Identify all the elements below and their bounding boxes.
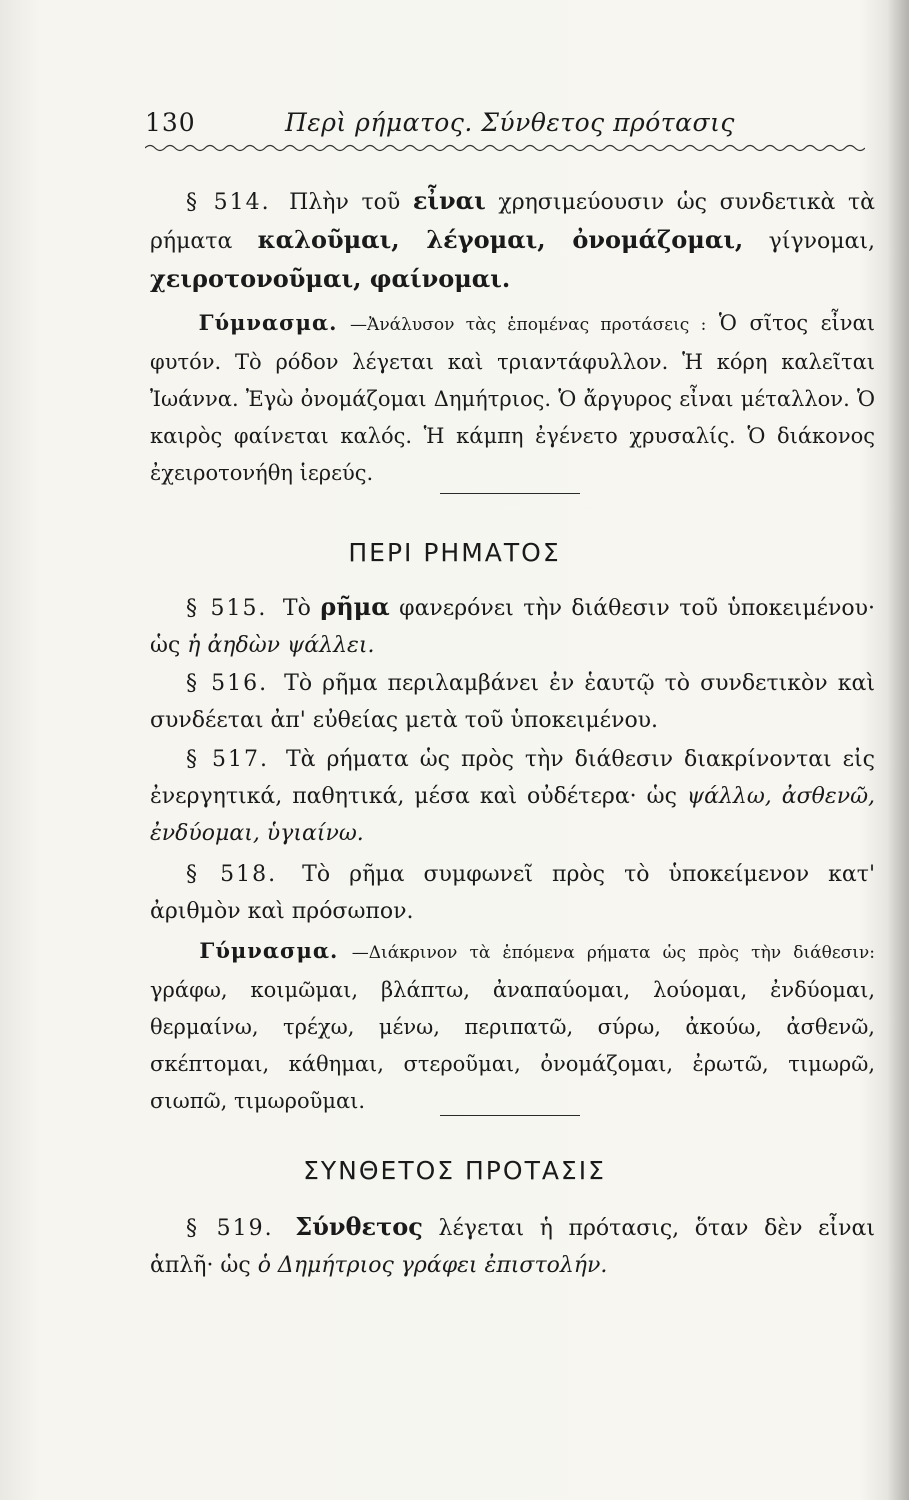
paragraph-text: Πλὴν τοῦ	[289, 190, 401, 215]
bold-term: ρῆμα	[320, 592, 390, 621]
paragraph-516	[150, 665, 875, 739]
exercise-text: γράφω, κοιμῶμαι, βλάπτω, ἀναπαύομαι, λούομαι, ἐνδύομαι, θερμαίνω, τρέχω, μένω, περιπατῶ, σύρω, ἀκούω, ἀσθενῶ, σκέπτομαι, κάθημαι, στεροῦμαι, ὀνομάζομαι, ἐρωτῶ, τιμωρῶ, σιωπῶ, τιμωροῦμαι.	[150, 978, 875, 1113]
paragraph-text: Τὸ	[282, 596, 311, 621]
exercise-514	[150, 304, 875, 492]
paragraph-514	[150, 182, 875, 299]
paragraph-518	[150, 856, 875, 930]
paragraph-text: χρησιμεύουσιν ὡς συνδετικὰ τὰ ρήματα	[150, 190, 876, 254]
section-number: § 518.	[186, 862, 278, 887]
exercise-label: Γύμνασμα.	[198, 310, 338, 335]
exercise-instruction: —Ἀνάλυσον τὰς ἑπομένας προτάσεις :	[350, 315, 707, 335]
paragraph-text: Τὸ ρῆμα συμφωνεῖ πρὸς τὸ ὑποκείμενον κατ' ἀριθμὸν καὶ πρόσωπον.	[150, 862, 876, 924]
section-number: § 514.	[186, 190, 271, 215]
heading-compound-sentence: ΣΥΝΘΕΤΟΣ ΠΡΟΤΑΣΙΣ	[303, 1156, 606, 1185]
paragraph-517	[150, 741, 875, 852]
bold-term: χειροτονοῦμαι, φαίνομαι.	[150, 264, 511, 293]
section-divider	[440, 493, 580, 494]
exercise-label: Γύμνασμα.	[199, 938, 339, 963]
section-number: § 516.	[186, 671, 269, 696]
bold-term: Σύνθετος	[295, 1212, 423, 1241]
paragraph-text: γίγνομαι,	[768, 229, 875, 254]
running-head-title: Περὶ ρήματος. Σύνθετος πρότασις	[285, 108, 735, 137]
paragraph-text: φανερόνει τὴν διάθεσιν τοῦ ὑποκειμένου· ὡς	[150, 596, 875, 658]
section-number: § 517.	[186, 747, 269, 772]
exercise-instruction: —Διάκρινον τὰ ἑπόμενα ρήματα ὡς πρὸς τὴν διάθεσιν:	[351, 943, 875, 963]
page-number: 130	[145, 108, 196, 137]
exercise-text: Ὁ σῖτος εἶναι φυτόν. Τὸ ρόδον λέγεται καὶ τριαντάφυλλον. Ἡ κόρη καλεῖται Ἰωάννα. Ἐγὼ ὀνομάζομαι Δημήτριος. Ὁ ἄργυρος εἶναι μέταλλον. Ὁ καιρὸς φαίνεται καλός. Ἡ κάμπη ἐγένετο χρυσαλίς. Ὁ διάκονος ἐχειροτονήθη ἱερεύς.	[150, 311, 875, 485]
section-number: § 515.	[186, 596, 268, 621]
exercise-518	[150, 932, 875, 1120]
paragraph-515	[150, 588, 875, 664]
bold-term: καλοῦμαι, λέγομαι, ὀνομάζομαι,	[257, 225, 744, 254]
heading-verb: ΠΕΡΙ ΡΗΜΑΤΟΣ	[348, 538, 561, 567]
bold-term: εἶναι	[412, 186, 486, 215]
example-text: ἡ ἀηδὼν ψάλλει.	[187, 633, 375, 658]
section-number: § 519.	[186, 1216, 274, 1241]
example-text: ψάλλω, ἀσθενῶ, ἐνδύομαι, ὑγιαίνω.	[150, 784, 876, 846]
paragraph-519	[150, 1208, 875, 1284]
paragraph-text: Τὸ ρῆμα περιλαμβάνει ἐν ἑαυτῷ τὸ συνδετικὸν καὶ συνδέεται ἀπ' εὐθείας μετὰ τοῦ ὑποκειμένου.	[150, 671, 875, 733]
example-text: ὁ Δημήτριος γράφει ἐπιστολήν.	[257, 1253, 608, 1278]
wavy-header-rule	[145, 140, 865, 156]
page-gutter-shadow	[887, 0, 909, 1500]
paragraph-text: λέγεται ἡ πρότασις, ὅταν δὲν εἶναι ἁπλῆ· ὡς	[150, 1216, 876, 1278]
paragraph-text: Τὰ ρήματα ὡς πρὸς τὴν διάθεσιν διακρίνονται εἰς ἐνεργητικά, παθητικά, μέσα καὶ οὐδέτερα· ὡς	[150, 747, 875, 809]
section-divider	[440, 1115, 580, 1116]
